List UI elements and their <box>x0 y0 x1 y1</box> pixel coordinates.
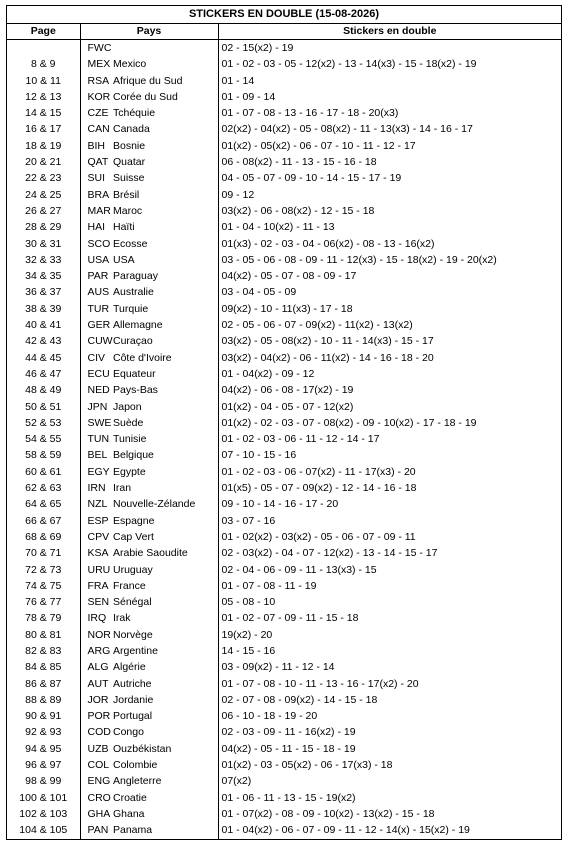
row-page: 82 & 83 <box>7 643 80 659</box>
row-page: 78 & 79 <box>7 610 80 626</box>
row-country-code: CIV <box>87 351 106 364</box>
row-country-code: SUI <box>87 172 106 185</box>
row-stickers: 01 - 09 - 14 <box>221 90 276 103</box>
row-stickers: 04 - 05 - 07 - 09 - 10 - 14 - 15 - 17 - 19 <box>221 172 402 185</box>
table-row <box>7 399 561 415</box>
row-stickers: 03 - 05 - 06 - 08 - 09 - 11 - 12(x3) - 15 - 18(x2) - 19 - 20(x2) <box>221 253 497 266</box>
row-stickers: 04(x2) - 06 - 08 - 17(x2) - 19 <box>221 384 354 397</box>
row-page: 48 & 49 <box>7 382 80 398</box>
row-page: 52 & 53 <box>7 415 80 431</box>
row-stickers: 03 - 04 - 05 - 09 <box>221 286 297 299</box>
table-row <box>7 187 561 203</box>
table-row <box>7 627 561 643</box>
row-country-code: ECU <box>87 367 110 380</box>
row-stickers: 09 - 10 - 14 - 16 - 17 - 20 <box>221 498 339 511</box>
table-row <box>7 741 561 757</box>
table-row <box>7 154 561 170</box>
row-country-code: CRO <box>87 791 111 804</box>
row-country-code: POR <box>87 710 111 723</box>
table-row <box>7 333 561 349</box>
row-country-name: Cap Vert <box>113 529 218 545</box>
row-page: 98 & 99 <box>7 773 80 789</box>
row-country-name: Autriche <box>113 676 218 692</box>
row-country-code: COD <box>87 726 111 739</box>
row-stickers: 01(x2) - 02 - 03 - 07 - 08(x2) - 09 - 10(x2) - 17 - 18 - 19 <box>221 416 477 429</box>
row-page: 88 & 89 <box>7 692 80 708</box>
row-stickers: 01 - 07 - 08 - 13 - 16 - 17 - 18 - 20(x3) <box>221 107 399 120</box>
table-row <box>7 121 561 137</box>
row-country-code: USA <box>87 253 110 266</box>
row-country-code: FWC <box>87 42 112 54</box>
row-page: 16 & 17 <box>7 121 80 137</box>
table-row <box>7 708 561 724</box>
row-country-name: USA <box>113 252 218 268</box>
row-country-code: JOR <box>87 693 109 706</box>
row-stickers: 01(x3) - 02 - 03 - 04 - 06(x2) - 08 - 13 - 16(x2) <box>221 237 435 250</box>
row-stickers: 01(x2) - 05(x2) - 06 - 07 - 10 - 11 - 12 - 17 <box>221 139 416 152</box>
row-country-name: Côte d'Ivoire <box>113 350 218 366</box>
table-row <box>7 610 561 626</box>
row-page: 102 & 103 <box>7 806 80 822</box>
row-stickers: 01 - 02 - 03 - 06 - 07(x2) - 11 - 17(x3) - 20 <box>221 465 416 478</box>
row-page: 72 & 73 <box>7 562 80 578</box>
row-country-name: Uruguay <box>113 562 218 578</box>
row-country-code: JPN <box>87 400 108 413</box>
row-page: 104 & 105 <box>7 822 80 838</box>
table-row <box>7 301 561 317</box>
row-country-code: TUR <box>87 302 110 315</box>
row-page: 18 & 19 <box>7 138 80 154</box>
table-row <box>7 594 561 610</box>
row-country-name: Ecosse <box>113 236 218 252</box>
table-row <box>7 659 561 675</box>
row-country-code: PAR <box>87 270 109 283</box>
row-country-name: Espagne <box>113 513 218 529</box>
row-country-code: MEX <box>87 58 111 71</box>
table-row <box>7 447 561 463</box>
row-country-name: Angleterre <box>113 773 218 789</box>
table-row <box>7 773 561 789</box>
row-page: 68 & 69 <box>7 529 80 545</box>
row-country-name: Haïti <box>113 219 218 235</box>
row-stickers: 05 - 08 - 10 <box>221 596 276 609</box>
row-page: 20 & 21 <box>7 154 80 170</box>
table-row <box>7 366 561 382</box>
row-country-name: Brésil <box>113 187 218 203</box>
row-page: 74 & 75 <box>7 578 80 594</box>
row-page: 38 & 39 <box>7 301 80 317</box>
row-page: 80 & 81 <box>7 627 80 643</box>
row-stickers: 07(x2) <box>221 775 252 788</box>
row-page: 30 & 31 <box>7 236 80 252</box>
table-row <box>7 676 561 692</box>
row-page: 76 & 77 <box>7 594 80 610</box>
row-country-name: Maroc <box>113 203 218 219</box>
row-country-code: EGY <box>87 465 110 478</box>
row-stickers: 01 - 07 - 08 - 10 - 11 - 13 - 16 - 17(x2) - 20 <box>221 677 419 690</box>
row-stickers: 01(x2) - 03 - 05(x2) - 06 - 17(x3) - 18 <box>221 759 393 772</box>
row-country-code: BEL <box>87 449 108 462</box>
row-stickers: 02 - 03 - 09 - 11 - 16(x2) - 19 <box>221 726 356 739</box>
row-country-name: Tunisie <box>113 431 218 447</box>
sheet-title: STICKERS EN DOUBLE (15-08-2026) <box>7 6 561 24</box>
row-country-name: Suède <box>113 415 218 431</box>
table-row <box>7 89 561 105</box>
row-country-name: Bosnie <box>113 138 218 154</box>
row-country-code: NED <box>87 384 110 397</box>
row-page: 50 & 51 <box>7 399 80 415</box>
row-page: 40 & 41 <box>7 317 80 333</box>
row-stickers: 04(x2) - 05 - 11 - 15 - 18 - 19 <box>221 742 356 755</box>
row-country-name: Pays-Bas <box>113 382 218 398</box>
row-country-code: ENG <box>87 775 111 788</box>
row-country-name: Egypte <box>113 464 218 480</box>
row-stickers: 01 - 02 - 03 - 05 - 12(x2) - 13 - 14(x3) - 15 - 18(x2) - 19 <box>221 58 477 71</box>
row-page: 66 & 67 <box>7 513 80 529</box>
row-country-name: Mexico <box>113 56 218 72</box>
row-country-name: Congo <box>113 724 218 740</box>
row-stickers: 01 - 07(x2) - 08 - 09 - 10(x2) - 13(x2) - 15 - 18 <box>221 807 435 820</box>
row-stickers: 01 - 14 <box>221 74 255 87</box>
header-stickers: Stickers en double <box>218 24 561 40</box>
table-row <box>7 105 561 121</box>
row-country-code: GER <box>87 319 111 332</box>
row-country-code: SEN <box>87 596 110 609</box>
row-stickers: 02 - 07 - 08 - 09(x2) - 14 - 15 - 18 <box>221 693 378 706</box>
row-country-code: ESP <box>87 514 109 527</box>
row-page: 34 & 35 <box>7 268 80 284</box>
row-country-name: Curaçao <box>113 333 218 349</box>
row-page: 36 & 37 <box>7 284 80 300</box>
row-stickers: 01 - 07 - 08 - 11 - 19 <box>221 579 317 592</box>
row-country-code: UZB <box>87 742 109 755</box>
row-country-code: MAR <box>87 204 111 217</box>
row-page <box>7 40 80 57</box>
row-country-code: GHA <box>87 807 111 820</box>
row-country-name: Colombie <box>113 757 218 773</box>
row-stickers: 02(x2) - 04(x2) - 05 - 08(x2) - 11 - 13(x3) - 14 - 16 - 17 <box>221 123 473 136</box>
row-country-name: Ouzbékistan <box>113 741 218 757</box>
row-stickers: 01 - 04(x2) - 06 - 07 - 09 - 11 - 12 - 14(x) - 15(x2) - 19 <box>221 824 470 837</box>
row-country-name: Australie <box>113 284 218 300</box>
row-page: 62 & 63 <box>7 480 80 496</box>
table-row <box>7 73 561 89</box>
table-row <box>7 464 561 480</box>
row-country-code: FRA <box>87 579 109 592</box>
row-country-name: France <box>113 578 218 594</box>
row-country-code: AUS <box>87 286 110 299</box>
table-row <box>7 513 561 529</box>
row-page: 26 & 27 <box>7 203 80 219</box>
row-country-code: HAI <box>87 221 106 234</box>
row-country-code: KOR <box>87 90 111 103</box>
row-country-name: Quatar <box>113 154 218 170</box>
row-page: 64 & 65 <box>7 496 80 512</box>
row-country-code: SCO <box>87 237 111 250</box>
row-country-name: Portugal <box>113 708 218 724</box>
table-row <box>7 578 561 594</box>
row-page: 12 & 13 <box>7 89 80 105</box>
table-body <box>7 40 561 839</box>
row-country-code: CAN <box>87 123 110 136</box>
row-country-code: BIH <box>87 139 106 152</box>
row-stickers: 06 - 08(x2) - 11 - 13 - 15 - 16 - 18 <box>221 156 377 169</box>
table-row <box>7 170 561 186</box>
table-row <box>7 806 561 822</box>
table-row <box>7 790 561 806</box>
table-row <box>7 219 561 235</box>
row-page: 14 & 15 <box>7 105 80 121</box>
table-row <box>7 40 561 57</box>
row-page: 42 & 43 <box>7 333 80 349</box>
row-country-name: Nouvelle-Zélande <box>113 496 218 512</box>
row-country-name: Ghana <box>113 806 218 822</box>
row-stickers: 03(x2) - 05 - 08(x2) - 10 - 11 - 14(x3) - 15 - 17 <box>221 335 434 348</box>
row-stickers: 07 - 10 - 15 - 16 <box>221 449 297 462</box>
row-country-code: ALG <box>87 661 109 674</box>
row-country-name: Belgique <box>113 447 218 463</box>
row-page: 84 & 85 <box>7 659 80 675</box>
row-stickers: 02 - 03(x2) - 04 - 07 - 12(x2) - 13 - 14 - 15 - 17 <box>221 547 438 560</box>
row-country-name: Argentine <box>113 643 218 659</box>
row-country-code: CUW <box>87 335 113 348</box>
row-page: 10 & 11 <box>7 73 80 89</box>
row-country-name: Allemagne <box>113 317 218 333</box>
row-page: 90 & 91 <box>7 708 80 724</box>
table-row <box>7 562 561 578</box>
row-country-code: ARG <box>87 644 111 657</box>
row-page: 70 & 71 <box>7 545 80 561</box>
table-row <box>7 284 561 300</box>
row-stickers: 01 - 02 - 07 - 09 - 11 - 15 - 18 <box>221 612 359 625</box>
row-page: 32 & 33 <box>7 252 80 268</box>
row-country-name: Paraguay <box>113 268 218 284</box>
row-country-name: Suisse <box>113 170 218 186</box>
header-country: Pays <box>80 24 218 40</box>
row-country-code: PAN <box>87 824 109 837</box>
row-country-code: IRQ <box>87 612 107 625</box>
row-stickers: 01 - 02 - 03 - 06 - 11 - 12 - 14 - 17 <box>221 433 380 446</box>
row-page: 96 & 97 <box>7 757 80 773</box>
row-stickers: 02 - 05 - 06 - 07 - 09(x2) - 11(x2) - 13(x2) <box>221 319 413 332</box>
row-stickers: 01 - 04 - 10(x2) - 11 - 13 <box>221 221 335 234</box>
stickers-table <box>7 24 561 839</box>
row-page: 54 & 55 <box>7 431 80 447</box>
row-page: 44 & 45 <box>7 350 80 366</box>
table-row <box>7 822 561 838</box>
table-row <box>7 268 561 284</box>
row-page: 94 & 95 <box>7 741 80 757</box>
row-country-code: URU <box>87 563 111 576</box>
table-row <box>7 138 561 154</box>
row-country-code: BRA <box>87 188 110 201</box>
row-country-code: NZL <box>87 498 108 511</box>
row-page: 58 & 59 <box>7 447 80 463</box>
row-country-name: Tchéquie <box>113 105 218 121</box>
table-row <box>7 431 561 447</box>
row-page: 100 & 101 <box>7 790 80 806</box>
row-stickers: 01(x2) - 04 - 05 - 07 - 12(x2) <box>221 400 354 413</box>
row-page: 24 & 25 <box>7 187 80 203</box>
stickers-sheet <box>6 5 562 840</box>
table-row <box>7 545 561 561</box>
row-country-name: Japon <box>113 399 218 415</box>
header-page: Page <box>7 24 80 40</box>
row-stickers: 03(x2) - 06 - 08(x2) - 12 - 15 - 18 <box>221 204 375 217</box>
row-stickers: 03 - 07 - 16 <box>221 514 276 527</box>
table-row <box>7 317 561 333</box>
row-country-name: Algérie <box>113 659 218 675</box>
row-page: 8 & 9 <box>7 56 80 72</box>
row-country-code: QAT <box>87 156 109 169</box>
table-row <box>7 496 561 512</box>
row-country-name <box>113 40 218 57</box>
row-stickers: 01 - 06 - 11 - 13 - 15 - 19(x2) <box>221 791 356 804</box>
table-row <box>7 757 561 773</box>
table-row <box>7 724 561 740</box>
table-row <box>7 56 561 72</box>
table-row <box>7 382 561 398</box>
row-stickers: 06 - 10 - 18 - 19 - 20 <box>221 710 318 723</box>
row-country-name: Iran <box>113 480 218 496</box>
row-country-code: CPV <box>87 530 110 543</box>
row-country-code: RSA <box>87 74 110 87</box>
row-country-name: Sénégal <box>113 594 218 610</box>
row-country-name: Croatie <box>113 790 218 806</box>
row-country-code: NOR <box>87 628 111 641</box>
table-row <box>7 529 561 545</box>
row-stickers: 09(x2) - 10 - 11(x3) - 17 - 18 <box>221 302 353 315</box>
row-country-code: IRN <box>87 482 106 495</box>
row-country-name: Canada <box>113 121 218 137</box>
row-country-code: TUN <box>87 433 110 446</box>
row-country-code: KSA <box>87 547 109 560</box>
row-country-code: CZE <box>87 107 109 120</box>
table-row <box>7 480 561 496</box>
row-stickers: 03(x2) - 04(x2) - 06 - 11(x2) - 14 - 16 - 18 - 20 <box>221 351 434 364</box>
row-country-name: Jordanie <box>113 692 218 708</box>
table-row <box>7 236 561 252</box>
row-country-name: Turquie <box>113 301 218 317</box>
row-country-code: SWE <box>87 416 112 429</box>
row-stickers: 04(x2) - 05 - 07 - 08 - 09 - 17 <box>221 270 357 283</box>
row-stickers: 02 - 04 - 06 - 09 - 11 - 13(x3) - 15 <box>221 563 377 576</box>
row-stickers: 01 - 04(x2) - 09 - 12 <box>221 367 315 380</box>
table-row <box>7 692 561 708</box>
row-country-name: Corée du Sud <box>113 89 218 105</box>
row-stickers: 01(x5) - 05 - 07 - 09(x2) - 12 - 14 - 16 - 18 <box>221 482 417 495</box>
row-stickers: 14 - 15 - 16 <box>221 644 276 657</box>
row-stickers: 02 - 15(x2) - 19 <box>221 42 294 54</box>
row-country-name: Equateur <box>113 366 218 382</box>
row-country-name: Arabie Saoudite <box>113 545 218 561</box>
row-page: 86 & 87 <box>7 676 80 692</box>
row-country-code: COL <box>87 759 110 772</box>
row-country-name: Panama <box>113 822 218 838</box>
row-stickers: 19(x2) - 20 <box>221 628 273 641</box>
table-row <box>7 252 561 268</box>
row-country-name: Norvège <box>113 627 218 643</box>
row-country-name: Irak <box>113 610 218 626</box>
row-country-code: AUT <box>87 677 109 690</box>
row-page: 46 & 47 <box>7 366 80 382</box>
row-page: 60 & 61 <box>7 464 80 480</box>
row-country-name: Afrique du Sud <box>113 73 218 89</box>
row-page: 28 & 29 <box>7 219 80 235</box>
table-row <box>7 415 561 431</box>
row-page: 22 & 23 <box>7 170 80 186</box>
header-row <box>7 24 561 40</box>
row-stickers: 09 - 12 <box>221 188 255 201</box>
row-stickers: 01 - 02(x2) - 03(x2) - 05 - 06 - 07 - 09 - 11 <box>221 530 416 543</box>
row-stickers: 03 - 09(x2) - 11 - 12 - 14 <box>221 661 335 674</box>
row-page: 92 & 93 <box>7 724 80 740</box>
table-row <box>7 350 561 366</box>
table-row <box>7 643 561 659</box>
table-row <box>7 203 561 219</box>
